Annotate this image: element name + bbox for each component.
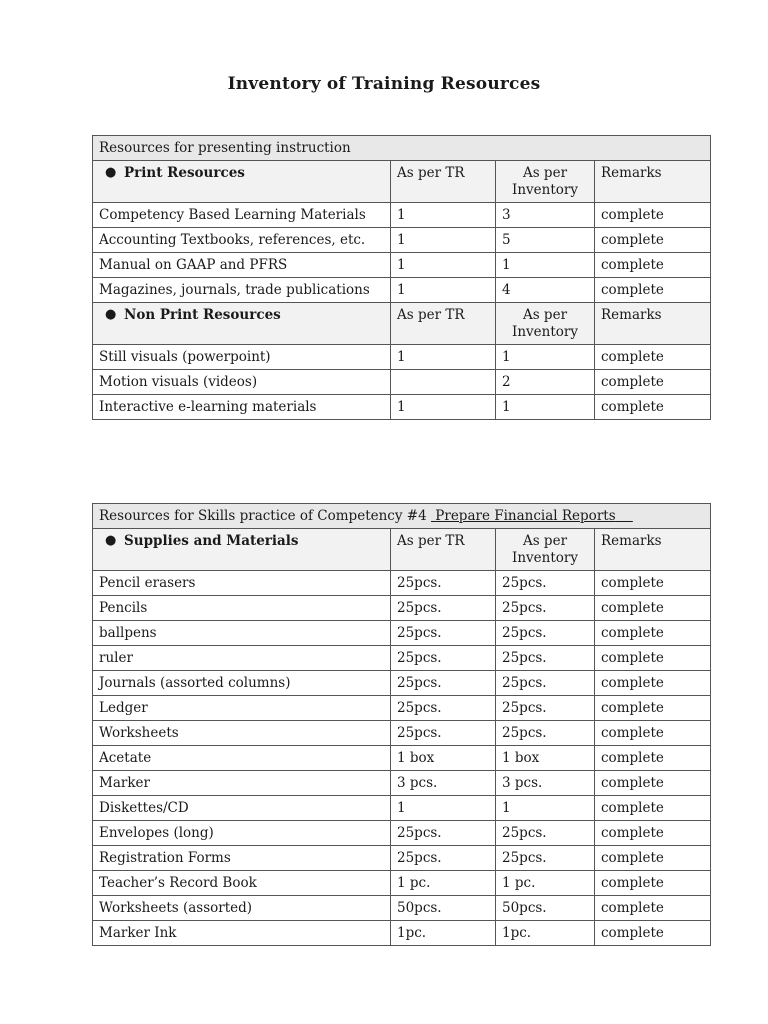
tr-cell: 1 [391,796,496,821]
col-header-inventory: As per Inventory [496,529,595,571]
item-cell: Magazines, journals, trade publications [93,278,391,303]
item-cell: Journals (assorted columns) [93,671,391,696]
inventory-cell: 25pcs. [496,671,595,696]
item-cell: Interactive e-learning materials [93,395,391,420]
item-cell: Diskettes/CD [93,796,391,821]
col-header-remarks: Remarks [595,303,711,345]
table-row [93,395,711,420]
tr-cell: 50pcs. [391,896,496,921]
inventory-cell: 25pcs. [496,621,595,646]
tr-cell: 25pcs. [391,721,496,746]
item-cell: Still visuals (powerpoint) [93,345,391,370]
item-cell: Teacher’s Record Book [93,871,391,896]
remarks-cell: complete [595,646,711,671]
inventory-cell: 5 [496,228,595,253]
section-header: Resources for presenting instruction [93,136,711,161]
item-cell: Competency Based Learning Materials [93,203,391,228]
table-row [93,345,711,370]
item-cell: Ledger [93,696,391,721]
item-cell: Envelopes (long) [93,821,391,846]
inventory-cell: 1 [496,345,595,370]
inventory-cell: 1 [496,796,595,821]
tr-cell: 1 [391,228,496,253]
tr-cell: 1 [391,278,496,303]
col-header-inventory: As per Inventory [496,303,595,345]
category-print-resources [93,161,391,203]
bullet-icon: ● [105,165,117,180]
tr-cell: 1 [391,203,496,228]
table-row [93,646,711,671]
tr-cell: 25pcs. [391,696,496,721]
tr-cell: 25pcs. [391,646,496,671]
table-row [93,228,711,253]
bullet-icon: ● [105,307,117,322]
item-cell: Marker [93,771,391,796]
item-cell: Pencils [93,596,391,621]
item-cell: ruler [93,646,391,671]
table-row [93,796,711,821]
table-row [93,771,711,796]
remarks-cell: complete [595,821,711,846]
section-header-row [93,136,711,161]
section-header-prefix: Resources for Skills practice of Competency #4 [99,508,427,524]
tr-cell: 1 pc. [391,871,496,896]
tr-cell: 1 box [391,746,496,771]
item-cell: Pencil erasers [93,571,391,596]
category-row [93,303,711,345]
table-row [93,278,711,303]
inventory-cell: 3 pcs. [496,771,595,796]
table-row [93,821,711,846]
inventory-cell: 2 [496,370,595,395]
presenting-instruction-table [92,135,711,420]
col-header-tr: As per TR [391,529,496,571]
col-header-tr: As per TR [391,303,496,345]
table-row [93,746,711,771]
table-row [93,671,711,696]
table-row [93,621,711,646]
inventory-cell: 25pcs. [496,821,595,846]
inventory-cell: 1 [496,253,595,278]
table-row [93,921,711,946]
table-row [93,596,711,621]
inventory-cell: 4 [496,278,595,303]
inventory-cell: 25pcs. [496,646,595,671]
remarks-cell: complete [595,896,711,921]
category-label: Supplies and Materials [124,533,299,549]
table-row [93,871,711,896]
table-row [93,696,711,721]
inventory-cell: 25pcs. [496,596,595,621]
category-supplies-materials [93,529,391,571]
remarks-cell: complete [595,370,711,395]
item-cell: Motion visuals (videos) [93,370,391,395]
remarks-cell: complete [595,721,711,746]
remarks-cell: complete [595,228,711,253]
remarks-cell: complete [595,796,711,821]
tr-cell: 25pcs. [391,821,496,846]
competency-title: Prepare Financial Reports [435,508,616,524]
remarks-cell: complete [595,746,711,771]
tr-cell [391,370,496,395]
category-label: Non Print Resources [124,307,281,323]
remarks-cell: complete [595,671,711,696]
category-non-print-resources [93,303,391,345]
remarks-cell: complete [595,345,711,370]
inventory-cell: 1 box [496,746,595,771]
inventory-cell: 25pcs. [496,721,595,746]
item-cell: Manual on GAAP and PFRS [93,253,391,278]
item-cell: Marker Ink [93,921,391,946]
inventory-cell: 1pc. [496,921,595,946]
col-header-tr: As per TR [391,161,496,203]
inventory-cell: 1 [496,395,595,420]
section-header [93,504,711,529]
inventory-cell: 25pcs. [496,846,595,871]
table-row [93,721,711,746]
table-row [93,203,711,228]
remarks-cell: complete [595,921,711,946]
item-cell: Registration Forms [93,846,391,871]
col-header-remarks: Remarks [595,161,711,203]
inventory-cell: 1 pc. [496,871,595,896]
inventory-cell: 3 [496,203,595,228]
tr-cell: 1pc. [391,921,496,946]
remarks-cell: complete [595,278,711,303]
inventory-cell: 25pcs. [496,696,595,721]
item-cell: Accounting Textbooks, references, etc. [93,228,391,253]
item-cell: Worksheets (assorted) [93,896,391,921]
remarks-cell: complete [595,253,711,278]
remarks-cell: complete [595,571,711,596]
category-row [93,161,711,203]
table-row [93,370,711,395]
remarks-cell: complete [595,203,711,228]
item-cell: Acetate [93,746,391,771]
item-cell: ballpens [93,621,391,646]
table-row [93,571,711,596]
col-header-inventory: As per Inventory [496,161,595,203]
tr-cell: 1 [391,345,496,370]
inventory-cell: 25pcs. [496,571,595,596]
table-row [93,846,711,871]
table-row [93,896,711,921]
remarks-cell: complete [595,846,711,871]
tr-cell: 25pcs. [391,571,496,596]
remarks-cell: complete [595,395,711,420]
remarks-cell: complete [595,871,711,896]
tr-cell: 1 [391,253,496,278]
remarks-cell: complete [595,696,711,721]
remarks-cell: complete [595,596,711,621]
tr-cell: 25pcs. [391,596,496,621]
tr-cell: 1 [391,395,496,420]
section-header-row [93,504,711,529]
remarks-cell: complete [595,621,711,646]
tr-cell: 3 pcs. [391,771,496,796]
category-label: Print Resources [124,165,245,181]
tr-cell: 25pcs. [391,671,496,696]
remarks-cell: complete [595,771,711,796]
item-cell: Worksheets [93,721,391,746]
inventory-cell: 50pcs. [496,896,595,921]
page-title: Inventory of Training Resources [227,74,541,94]
skills-practice-table [92,503,711,946]
table-row [93,253,711,278]
category-row [93,529,711,571]
tr-cell: 25pcs. [391,621,496,646]
bullet-icon: ● [105,533,117,548]
col-header-remarks: Remarks [595,529,711,571]
tr-cell: 25pcs. [391,846,496,871]
